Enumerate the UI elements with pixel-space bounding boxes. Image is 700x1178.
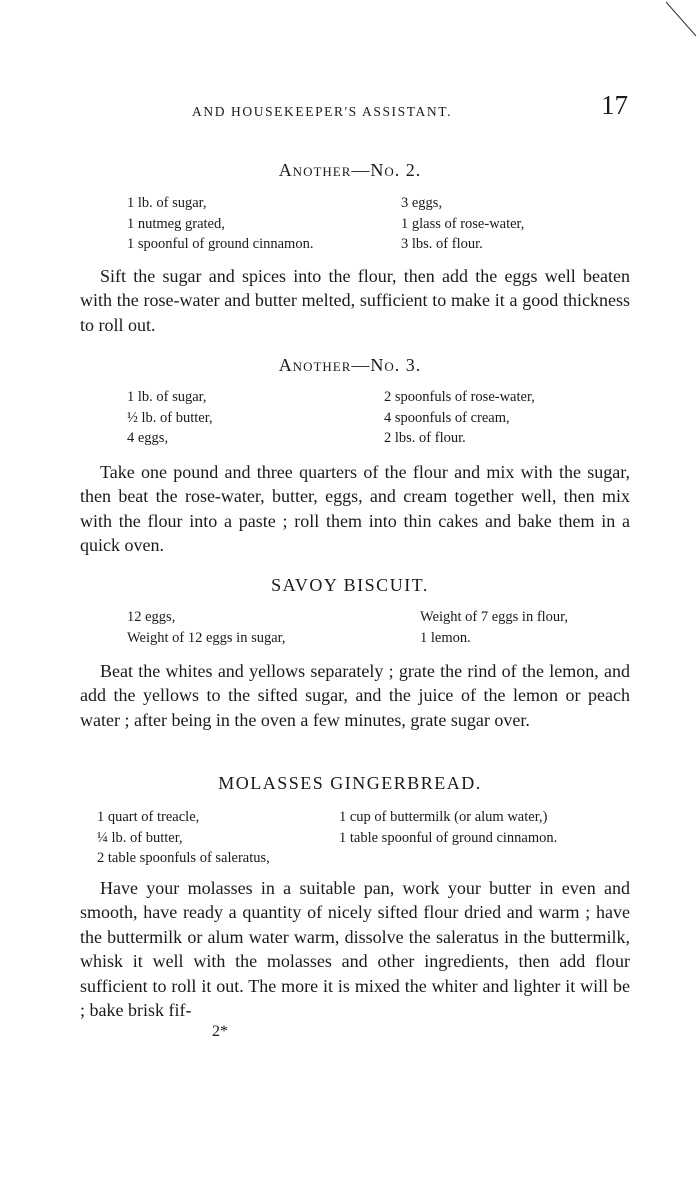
ingredient-item: 3 eggs, bbox=[401, 195, 443, 211]
ingredients-right-molasses bbox=[339, 807, 557, 848]
recipe-title-molasses-gingerbread: MOLASSES GINGERBREAD. bbox=[218, 773, 482, 793]
ingredient-item: Weight of 12 eggs in sugar, bbox=[127, 629, 286, 646]
ingredient-item: ½ lb. of butter, bbox=[127, 409, 213, 426]
ingredients-left-another-3 bbox=[127, 387, 213, 449]
signature-mark: 2* bbox=[212, 1023, 228, 1040]
ingredient-item: 1 table spoonful of ground cinnamon. bbox=[339, 829, 558, 846]
ingredient-item: 1 glass of rose-water, bbox=[401, 215, 525, 232]
ingredient-item: ¼ lb. of butter, bbox=[97, 829, 183, 846]
ingredient-item: 1 cup of buttermilk (or alum water,) bbox=[339, 809, 548, 825]
ingredient-item: 1 lemon. bbox=[420, 629, 471, 646]
ingredient-item: 12 eggs, bbox=[127, 609, 176, 625]
ingredients-left-molasses bbox=[97, 807, 270, 869]
ingredient-item: 3 lbs. of flour. bbox=[401, 236, 483, 252]
ingredient-item: 1 lb. of sugar, bbox=[127, 195, 207, 211]
recipe-title-savoy-biscuit: SAVOY BISCUIT. bbox=[271, 575, 429, 595]
ingredients-left-savoy bbox=[127, 607, 286, 648]
recipe-paragraph-molasses: Have your molasses in a suitable pan, work your butter in even and smooth, have ready a quantity of nicely sifted flour dried and warm ; have the buttermilk or alum water warm, dissolve the saleratus in the buttermilk, whisk it well with the molasses and other ingredients, then add flour sufficient to roll it out. The more it is mixed the whiter and lighter it will be ; bake brisk fif- bbox=[80, 878, 630, 1021]
recipe-paragraph-savoy: Beat the whites and yellows separately ; grate the rind of the lemon, and add the yellows to the sifted sugar, and the juice of the lemon or peach water ; after being in the oven a few minutes, grate sugar over. bbox=[80, 661, 630, 730]
page-number: 17 bbox=[601, 90, 628, 120]
ingredient-item: 2 lbs. of flour. bbox=[384, 430, 466, 446]
ingredients-right-another-2 bbox=[401, 193, 524, 255]
page-corner-mark bbox=[660, 0, 700, 40]
ingredient-item: 1 nutmeg grated, bbox=[127, 215, 225, 232]
ingredient-item: 1 quart of treacle, bbox=[97, 809, 200, 825]
running-head: AND HOUSEKEEPER'S ASSISTANT. bbox=[192, 104, 453, 119]
ingredient-item: 4 eggs, bbox=[127, 430, 169, 446]
recipe-paragraph-another-2: Sift the sugar and spices into the flour, then add the eggs well beaten with the rose-water and butter melted, sufficient to make it a good thickness to roll out. bbox=[80, 266, 630, 335]
recipe-title-another-2: Another—No. 2. bbox=[278, 160, 422, 180]
ingredient-item: 2 spoonfuls of rose-water, bbox=[384, 389, 535, 405]
recipe-title-another-3: Another—No. 3. bbox=[278, 355, 422, 375]
recipe-paragraph-another-3: Take one pound and three quarters of the flour and mix with the sugar, then beat the rose-water, butter, eggs, and cream together well, then mix with the flour into a paste ; roll them into thin cakes and bake them in a quick oven. bbox=[80, 462, 630, 556]
ingredient-item: 1 spoonful of ground cinnamon. bbox=[127, 236, 314, 252]
ingredients-left-another-2 bbox=[127, 193, 313, 255]
ingredient-item: 4 spoonfuls of cream, bbox=[384, 409, 510, 426]
ingredient-item: Weight of 7 eggs in flour, bbox=[420, 609, 569, 625]
ingredients-right-savoy bbox=[420, 607, 568, 648]
ingredient-item: 2 table spoonfuls of saleratus, bbox=[97, 850, 270, 866]
ingredient-item: 1 lb. of sugar, bbox=[127, 389, 207, 405]
ingredients-right-another-3 bbox=[384, 387, 535, 449]
